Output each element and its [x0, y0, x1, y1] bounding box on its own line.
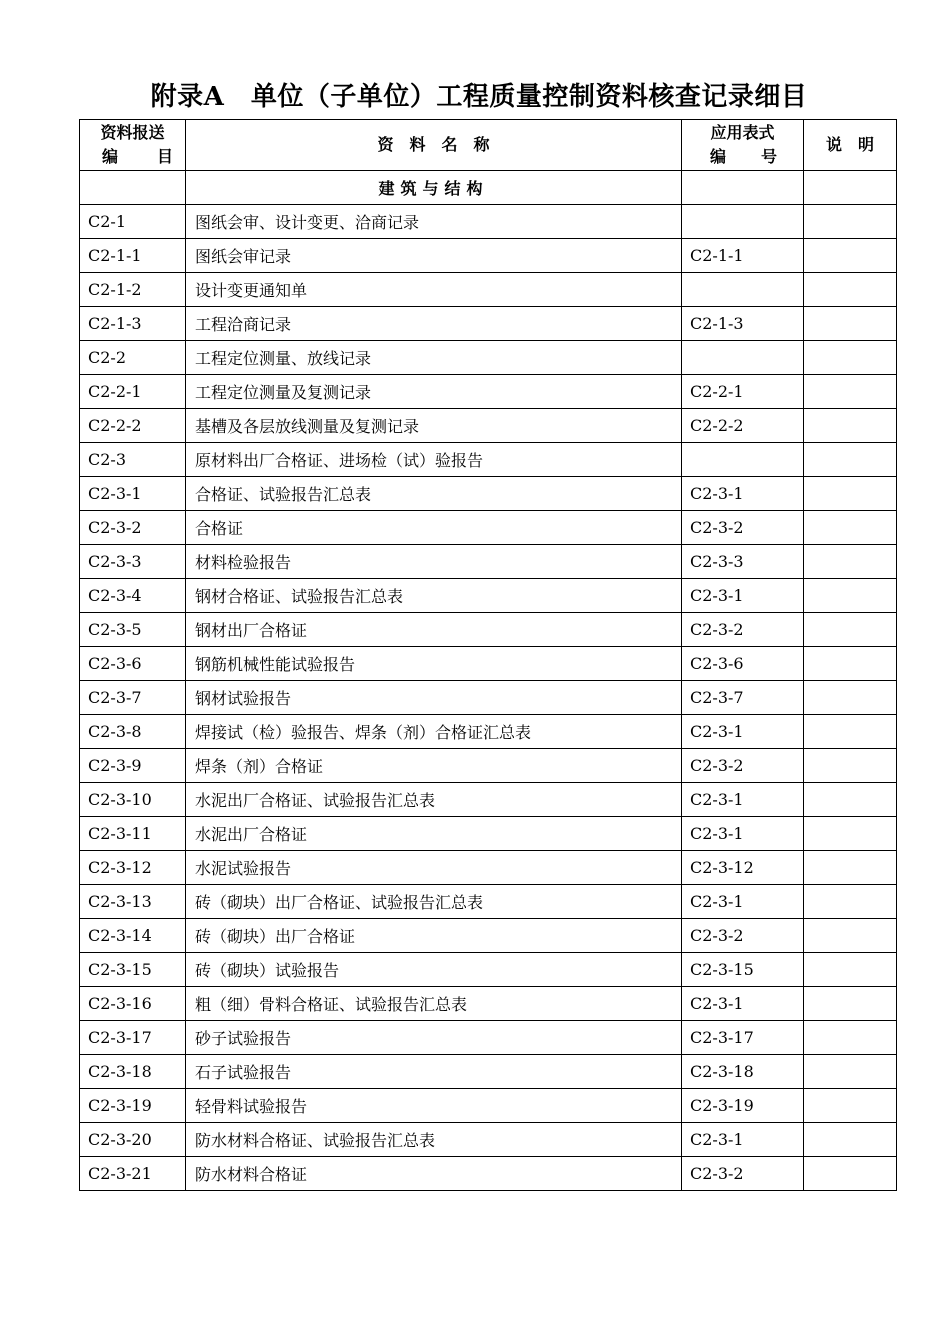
header-form-cell: [682, 120, 804, 171]
header-code-line2b: 目: [156, 147, 173, 166]
row-note: [804, 477, 897, 511]
table-row: [80, 239, 897, 273]
header-note-cell: [804, 120, 897, 171]
row-form: C2-3-18: [682, 1055, 804, 1089]
row-code: C2-1-2: [80, 273, 186, 307]
row-name: 原材料出厂合格证、进场检（试）验报告: [186, 443, 682, 477]
table-row: [80, 1123, 897, 1157]
row-form: C2-3-1: [682, 783, 804, 817]
table-row: [80, 477, 897, 511]
table-row: [80, 783, 897, 817]
page-title: 附录A 单位（子单位）工程质量控制资料核查记录细目: [150, 82, 808, 112]
row-form: C2-3-2: [682, 511, 804, 545]
row-form: C2-3-15: [682, 953, 804, 987]
table-header-row: [80, 120, 897, 171]
table-row: [80, 443, 897, 477]
row-code: C2-3-6: [80, 647, 186, 681]
table-row: [80, 919, 897, 953]
row-name: 石子试验报告: [186, 1055, 682, 1089]
table-row: [80, 715, 897, 749]
row-form: C2-3-19: [682, 1089, 804, 1123]
row-code: C2-3-9: [80, 749, 186, 783]
table-row: [80, 885, 897, 919]
row-name: 钢材出厂合格证: [186, 613, 682, 647]
row-form: C2-3-3: [682, 545, 804, 579]
row-note: [804, 783, 897, 817]
row-code: C2-1-3: [80, 307, 186, 341]
table-row: [80, 953, 897, 987]
row-form: C2-2-1: [682, 375, 804, 409]
row-note: [804, 239, 897, 273]
table-row: [80, 273, 897, 307]
row-name: 砖（砌块）出厂合格证、试验报告汇总表: [186, 885, 682, 919]
row-code: C2-3: [80, 443, 186, 477]
table-row: [80, 1157, 897, 1191]
row-code: C2-3-17: [80, 1021, 186, 1055]
row-note: [804, 579, 897, 613]
row-code: C2-3-5: [80, 613, 186, 647]
row-code: C2-3-12: [80, 851, 186, 885]
row-form: C2-3-7: [682, 681, 804, 715]
table-row: [80, 817, 897, 851]
row-code: C2-3-19: [80, 1089, 186, 1123]
row-code: C2-3-18: [80, 1055, 186, 1089]
table-row: [80, 409, 897, 443]
row-note: [804, 715, 897, 749]
row-note: [804, 443, 897, 477]
row-code: C2-2: [80, 341, 186, 375]
row-note: [804, 545, 897, 579]
row-form: C2-3-1: [682, 715, 804, 749]
row-note: [804, 681, 897, 715]
row-note: [804, 205, 897, 239]
table-row: [80, 511, 897, 545]
row-code: C2-3-14: [80, 919, 186, 953]
header-code-line1: 资料报送: [100, 123, 165, 142]
row-name: 砖（砌块）出厂合格证: [186, 919, 682, 953]
row-name: 合格证、试验报告汇总表: [186, 477, 682, 511]
table-row: [80, 613, 897, 647]
table-row: [80, 987, 897, 1021]
row-form: C2-1-3: [682, 307, 804, 341]
row-name: 图纸会审记录: [186, 239, 682, 273]
row-name: 防水材料合格证、试验报告汇总表: [186, 1123, 682, 1157]
row-name: 水泥试验报告: [186, 851, 682, 885]
row-note: [804, 307, 897, 341]
row-code: C2-3-16: [80, 987, 186, 1021]
table-row: [80, 375, 897, 409]
row-name: 合格证: [186, 511, 682, 545]
row-name: 轻骨料试验报告: [186, 1089, 682, 1123]
header-note-label: 说 明: [825, 135, 874, 154]
row-code: C2-3-8: [80, 715, 186, 749]
row-form: [682, 273, 804, 307]
row-note: [804, 613, 897, 647]
row-form: C2-3-1: [682, 579, 804, 613]
row-code: C2-3-13: [80, 885, 186, 919]
header-code-line2a: 编: [102, 147, 119, 166]
table-row: [80, 1021, 897, 1055]
row-code: C2-3-7: [80, 681, 186, 715]
table-row: [80, 307, 897, 341]
header-form-line2b: 号: [760, 147, 777, 166]
header-name-cell: [186, 120, 682, 171]
row-note: [804, 1055, 897, 1089]
row-code: C2-3-20: [80, 1123, 186, 1157]
table-row: [80, 1055, 897, 1089]
table-row: [80, 579, 897, 613]
row-note: [804, 919, 897, 953]
table-row: [80, 341, 897, 375]
row-name: 砂子试验报告: [186, 1021, 682, 1055]
table-row: [80, 647, 897, 681]
row-name: 钢材合格证、试验报告汇总表: [186, 579, 682, 613]
header-name-label: 资 料 名 称: [377, 135, 490, 154]
row-form: C2-3-2: [682, 1157, 804, 1191]
row-name: 工程定位测量、放线记录: [186, 341, 682, 375]
table-row: [80, 681, 897, 715]
row-note: [804, 273, 897, 307]
row-note: [804, 1157, 897, 1191]
row-name: 焊接试（检）验报告、焊条（剂）合格证汇总表: [186, 715, 682, 749]
row-form: C2-3-17: [682, 1021, 804, 1055]
table-row: [80, 749, 897, 783]
row-note: [804, 375, 897, 409]
row-note: [804, 953, 897, 987]
table-row: [80, 545, 897, 579]
row-code: C2-3-4: [80, 579, 186, 613]
row-code: C2-3-10: [80, 783, 186, 817]
row-form: C2-3-2: [682, 919, 804, 953]
row-note: [804, 749, 897, 783]
row-name: 工程洽商记录: [186, 307, 682, 341]
row-code: C2-3-3: [80, 545, 186, 579]
row-note: [804, 647, 897, 681]
row-code: C2-3-11: [80, 817, 186, 851]
row-form: C2-3-1: [682, 817, 804, 851]
row-form: C2-1-1: [682, 239, 804, 273]
row-note: [804, 409, 897, 443]
row-form: [682, 443, 804, 477]
row-name: 工程定位测量及复测记录: [186, 375, 682, 409]
row-name: 设计变更通知单: [186, 273, 682, 307]
row-code: C2-3-21: [80, 1157, 186, 1191]
row-note: [804, 987, 897, 1021]
row-code: C2-2-1: [80, 375, 186, 409]
row-name: 基槽及各层放线测量及复测记录: [186, 409, 682, 443]
row-note: [804, 1089, 897, 1123]
row-code: C2-3-1: [80, 477, 186, 511]
row-form: C2-3-2: [682, 749, 804, 783]
row-note: [804, 341, 897, 375]
row-note: [804, 511, 897, 545]
header-form-line1: 应用表式: [710, 123, 775, 142]
row-code: C2-2-2: [80, 409, 186, 443]
row-name: 粗（细）骨料合格证、试验报告汇总表: [186, 987, 682, 1021]
row-form: C2-3-1: [682, 1123, 804, 1157]
records-table: [79, 119, 897, 1191]
row-name: 图纸会审、设计变更、洽商记录: [186, 205, 682, 239]
row-name: 钢材试验报告: [186, 681, 682, 715]
row-name: 防水材料合格证: [186, 1157, 682, 1191]
table-row: [80, 851, 897, 885]
section-row: [80, 171, 897, 205]
row-code: C2-1-1: [80, 239, 186, 273]
row-name: 水泥出厂合格证: [186, 817, 682, 851]
row-form: C2-3-12: [682, 851, 804, 885]
row-note: [804, 885, 897, 919]
row-form: C2-3-1: [682, 885, 804, 919]
row-form: [682, 341, 804, 375]
row-name: 焊条（剂）合格证: [186, 749, 682, 783]
row-name: 材料检验报告: [186, 545, 682, 579]
row-form: [682, 205, 804, 239]
row-form: C2-3-6: [682, 647, 804, 681]
table-row: [80, 205, 897, 239]
row-name: 钢筋机械性能试验报告: [186, 647, 682, 681]
row-code: C2-3-15: [80, 953, 186, 987]
row-note: [804, 1021, 897, 1055]
row-name: 水泥出厂合格证、试验报告汇总表: [186, 783, 682, 817]
header-form-line2a: 编: [710, 147, 727, 166]
row-code: C2-3-2: [80, 511, 186, 545]
row-form: C2-3-1: [682, 477, 804, 511]
section-title: 建筑与结构: [186, 171, 682, 205]
row-form: C2-2-2: [682, 409, 804, 443]
header-code-cell: [80, 120, 186, 171]
row-note: [804, 817, 897, 851]
row-note: [804, 851, 897, 885]
row-code: C2-1: [80, 205, 186, 239]
row-form: C2-3-2: [682, 613, 804, 647]
row-note: [804, 1123, 897, 1157]
table-row: [80, 1089, 897, 1123]
row-name: 砖（砌块）试验报告: [186, 953, 682, 987]
row-form: C2-3-1: [682, 987, 804, 1021]
